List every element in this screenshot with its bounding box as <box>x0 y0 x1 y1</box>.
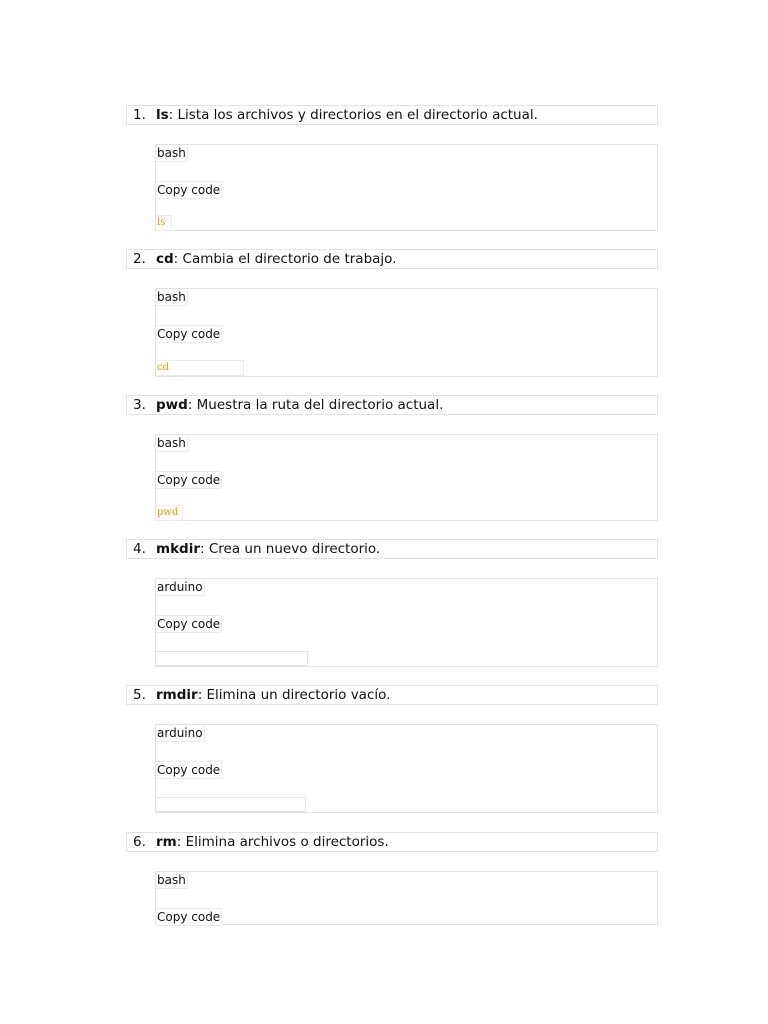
command-name: rmdir <box>156 687 198 703</box>
list-number: 1. <box>133 107 146 123</box>
command-description: : Lista los archivos y directorios en el directorio actual. <box>168 107 538 123</box>
code-block <box>155 144 658 231</box>
list-number: 6. <box>133 834 146 850</box>
code-language-label: bash <box>157 873 186 887</box>
list-item-text <box>156 833 389 851</box>
code-content <box>156 797 306 812</box>
code-language-label: arduino <box>157 580 203 594</box>
list-number: 4. <box>133 541 146 557</box>
code-block <box>155 724 658 813</box>
copy-code-button[interactable]: Copy code <box>157 327 221 341</box>
list-number: 5. <box>133 687 146 703</box>
command-name: ls <box>156 107 169 123</box>
code-block <box>155 871 658 925</box>
copy-code-button[interactable]: Copy code <box>157 473 221 487</box>
list-item-rm <box>126 832 658 852</box>
code-block <box>155 288 658 377</box>
list-item-ls <box>126 105 658 125</box>
code-language-label: bash <box>157 290 186 304</box>
copy-code-button[interactable]: Copy code <box>157 617 221 631</box>
command-name: rm <box>156 834 177 850</box>
code-content <box>156 651 308 666</box>
code-content: pwd <box>156 505 183 521</box>
code-language-label: arduino <box>157 726 203 740</box>
code-language-label: bash <box>157 436 186 450</box>
command-description: : Muestra la ruta del directorio actual. <box>187 397 444 413</box>
command-description: : Elimina un directorio vacío. <box>197 687 391 703</box>
list-item-text <box>156 396 443 414</box>
list-item-pwd <box>126 395 658 415</box>
list-number: 2. <box>133 251 146 267</box>
code-content: ls <box>156 215 172 231</box>
list-item-mkdir <box>126 539 658 559</box>
list-item-cd <box>126 249 658 269</box>
list-item-text <box>156 540 380 558</box>
command-name: mkdir <box>156 541 200 557</box>
copy-code-button[interactable]: Copy code <box>157 183 221 197</box>
command-description: : Crea un nuevo directorio. <box>200 541 381 557</box>
list-item-text <box>156 686 390 704</box>
command-name: cd <box>156 251 174 267</box>
command-description: : Cambia el directorio de trabajo. <box>173 251 397 267</box>
code-content: cd <box>156 360 244 376</box>
command-description: : Elimina archivos o directorios. <box>176 834 389 850</box>
list-item-text <box>156 250 397 268</box>
code-block <box>155 578 658 667</box>
code-block <box>155 434 658 521</box>
copy-code-button[interactable]: Copy code <box>157 763 221 777</box>
code-language-label: bash <box>157 146 186 160</box>
list-item-rmdir <box>126 685 658 705</box>
command-name: pwd <box>156 397 188 413</box>
list-item-text <box>156 106 538 124</box>
copy-code-button[interactable]: Copy code <box>157 910 221 924</box>
list-number: 3. <box>133 397 146 413</box>
